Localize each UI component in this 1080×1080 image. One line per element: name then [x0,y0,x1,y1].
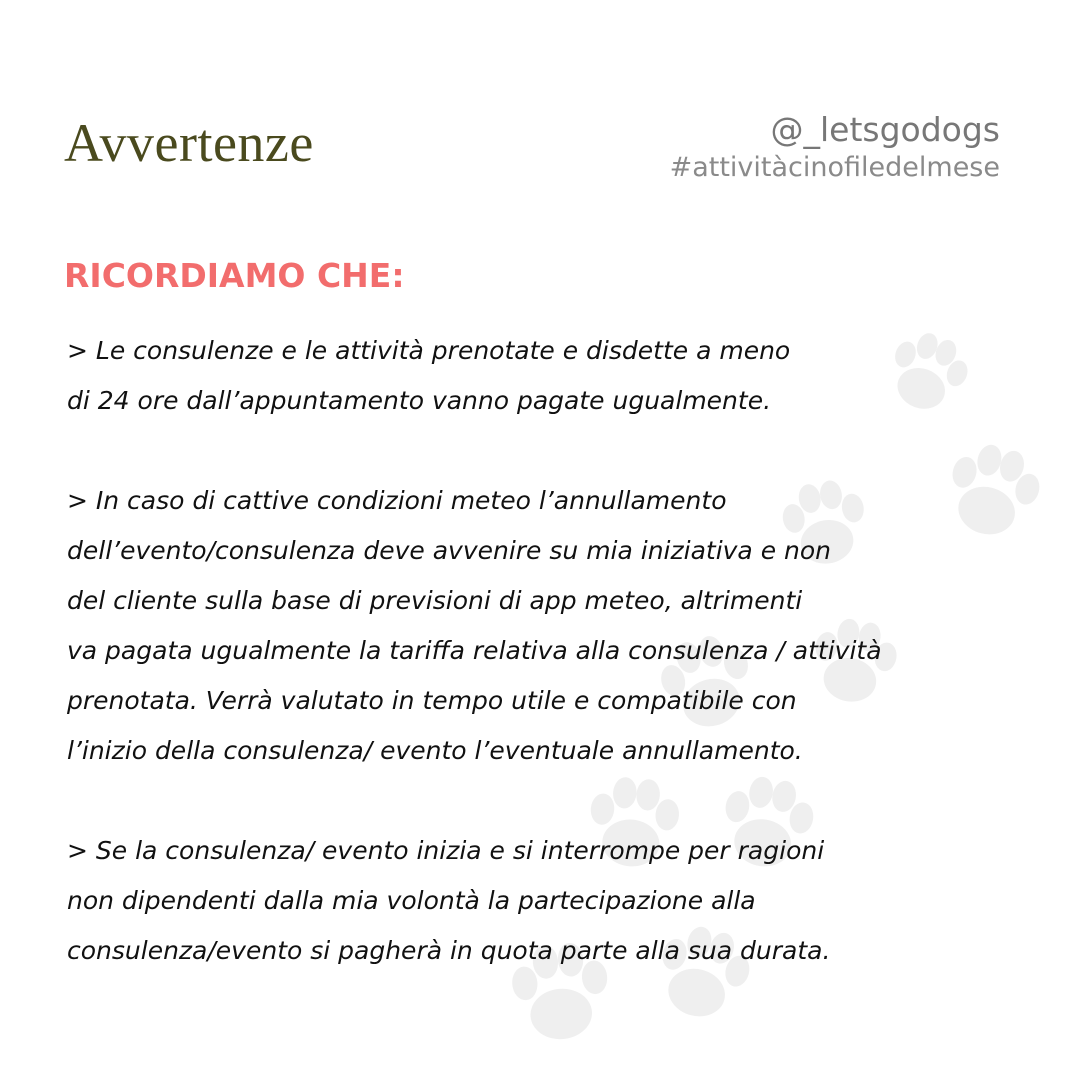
page-title: Avvertenze [64,113,314,173]
paragraph-interruption [67,826,1057,976]
text-line: di 24 ore dall’appuntamento vanno pagate ugualmente. [67,386,772,415]
hashtag: #attivitàcinofiledelmese [669,152,1000,183]
paragraph-cancellation [67,326,1057,426]
text-line: va pagata ugualmente la tariffa relativa alla consulenza / attività [67,636,882,665]
text-line: prenotata. Verrà valutato in tempo utile e compatibile con [67,686,797,715]
text-line: > In caso di cattive condizioni meteo l’annullamento [67,486,727,515]
text-line: l’inizio della consulenza/ evento l’eventuale annullamento. [67,736,803,765]
text-line: > Se la consulenza/ evento inizia e si interrompe per ragioni [67,836,825,865]
section-heading: RICORDIAMO CHE: [64,256,405,295]
text-line: > Le consulenze e le attività prenotate e disdette a meno [67,336,791,365]
warnings-text [67,326,1057,976]
text-line: consulenza/evento si pagherà in quota parte alla sua durata. [67,936,831,965]
instagram-handle: @_letsgodogs [770,110,1000,149]
text-line: dell’evento/consulenza deve avvenire su mia iniziativa e non [67,536,832,565]
paragraph-gap [67,776,1057,826]
paragraph-gap [67,426,1057,476]
text-line: del cliente sulla base di previsioni di app meteo, altrimenti [67,586,803,615]
text-line: non dipendenti dalla mia volontà la partecipazione alla [67,886,756,915]
paragraph-weather [67,476,1057,776]
